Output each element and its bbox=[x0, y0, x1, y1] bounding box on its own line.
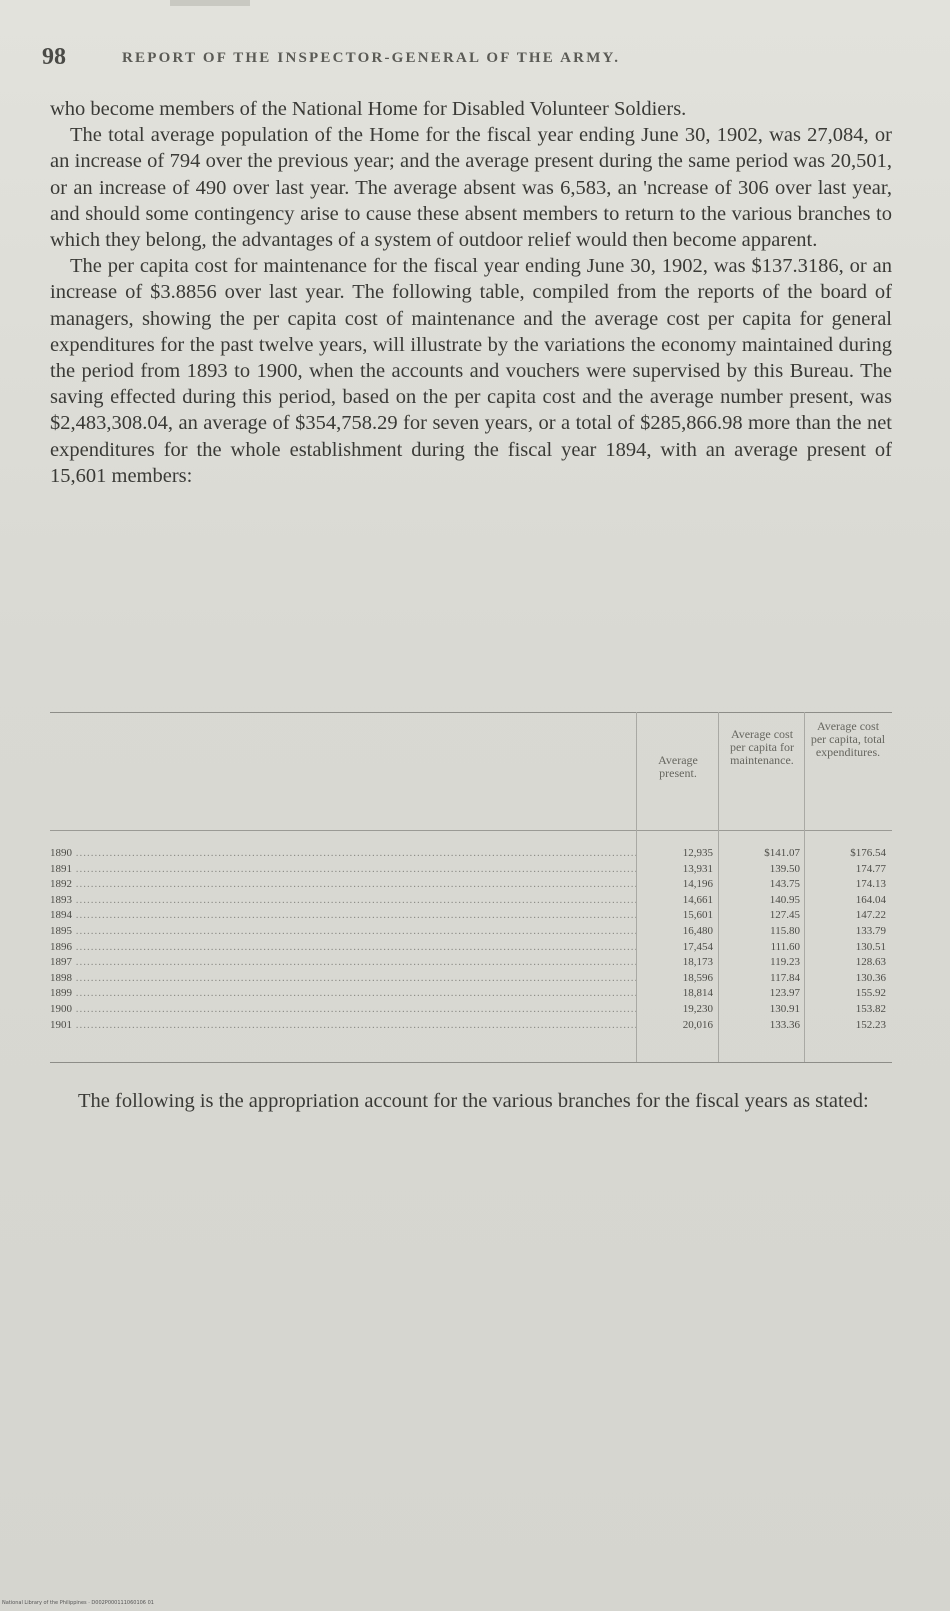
paragraph-3: The per capita cost for maintenance for the fiscal year ending June 30, 1902, was $137.3186, or an increase of $3.8856 over last year. The following table, compiled from the reports of the board of managers, showing the per capita cost of maintenance and the average cost per capita for general expenditures for the past twelve years, will illustrate by the variations the economy maintained during the period from 1893 to 1900, when the accounts and vouchers were supervised by this Bureau. The saving effected during this period, based on the per capita cost and the average number present, was $2,483,308.04, an average of $354,758.29 for seven years, or a total of $285,866.98 more than the net expenditures for the whole establishment during the fiscal year 1894, with an average present of 15,601 members: bbox=[50, 255, 892, 487]
table-row bbox=[50, 908, 892, 924]
table-header-rule bbox=[50, 830, 892, 831]
table-body bbox=[50, 846, 892, 1033]
present-cell: 17,454 bbox=[682, 940, 713, 953]
table-row bbox=[50, 1018, 892, 1034]
present-cell: 13,931 bbox=[682, 862, 713, 875]
total-cell: 147.22 bbox=[855, 909, 886, 922]
closing-paragraph bbox=[50, 1088, 892, 1114]
present-cell: 20,016 bbox=[682, 1018, 713, 1031]
statistics-table bbox=[50, 712, 892, 1062]
header-average-present: Average present. bbox=[658, 753, 698, 780]
total-cell: 133.79 bbox=[855, 924, 886, 937]
table-row bbox=[50, 940, 892, 956]
total-cell: 174.13 bbox=[855, 878, 886, 891]
total-cell: 130.51 bbox=[855, 940, 886, 953]
maintenance-cell: 139.50 bbox=[769, 862, 800, 875]
present-cell: 14,196 bbox=[682, 878, 713, 891]
table-row bbox=[50, 986, 892, 1002]
scan-artifact bbox=[170, 0, 250, 6]
present-cell: 12,935 bbox=[682, 847, 713, 859]
total-cell: 164.04 bbox=[855, 893, 886, 906]
maintenance-cell: 127.45 bbox=[769, 909, 800, 922]
table-row bbox=[50, 924, 892, 940]
total-cell: 153.82 bbox=[855, 1002, 886, 1015]
present-cell: 18,173 bbox=[682, 956, 713, 969]
header-maintenance-cost: Average cost per capita for maintenance. bbox=[730, 727, 794, 767]
maintenance-cell: 133.36 bbox=[769, 1018, 800, 1031]
table-row bbox=[50, 955, 892, 971]
year-cell: 1891 ..... bbox=[50, 862, 636, 878]
year-cell: 1892 ..... bbox=[50, 877, 636, 893]
maintenance-cell: 143.75 bbox=[769, 878, 800, 891]
header-total-cost: Average cost per capita, total expenditures. bbox=[810, 719, 886, 759]
year-cell: 1901 ..... bbox=[50, 1018, 636, 1034]
total-cell: 174.77 bbox=[855, 862, 886, 875]
maintenance-cell: 140.95 bbox=[769, 893, 800, 906]
present-cell: 14,661 bbox=[682, 893, 713, 906]
present-cell: 16,480 bbox=[682, 924, 713, 937]
body-text bbox=[50, 96, 892, 489]
year-cell: 1893 ..... bbox=[50, 893, 636, 909]
year-cell: 1900 ..... bbox=[50, 1002, 636, 1018]
maintenance-cell: 115.80 bbox=[770, 924, 800, 937]
total-cell: $176.54 bbox=[850, 847, 886, 859]
running-head: REPORT OF THE INSPECTOR-GENERAL OF THE ARMY. bbox=[122, 50, 621, 66]
paragraph-2: The total average population of the Home for the fiscal year ending June 30, 1902, was 27,084, or an increase of 794 over the previous year; and the average present during the same period was 20,501, or an increase of 490 over last year. The average absent was 6,583, an 'ncrease of 306 over last year, and should some contingency arise to cause these absent members to return to the various branches to which they belong, the advantages of a system of outdoor relief would then become apparent. bbox=[50, 124, 892, 252]
table-row bbox=[50, 1002, 892, 1018]
maintenance-cell: $141.07 bbox=[764, 847, 800, 859]
scan-footer: National Library of the Philippines · D002P000111060106 01 bbox=[2, 1600, 154, 1606]
maintenance-cell: 111.60 bbox=[770, 940, 800, 953]
paragraph-1: who become members of the National Home for Disabled Volunteer Soldiers. bbox=[50, 98, 687, 120]
table-row bbox=[50, 846, 892, 862]
maintenance-cell: 130.91 bbox=[769, 1002, 800, 1015]
page-number: 98 bbox=[42, 44, 66, 70]
year-cell: 1897 ..... bbox=[50, 955, 636, 971]
table-row bbox=[50, 893, 892, 909]
table-row bbox=[50, 971, 892, 987]
maintenance-cell: 119.23 bbox=[770, 956, 800, 969]
total-cell: 155.92 bbox=[855, 987, 886, 1000]
year-cell: 1895 ..... bbox=[50, 924, 636, 940]
year-cell: 1894 ..... bbox=[50, 908, 636, 924]
page-header bbox=[42, 44, 902, 70]
table-row bbox=[50, 877, 892, 893]
maintenance-cell: 123.97 bbox=[769, 987, 800, 1000]
total-cell: 130.36 bbox=[855, 971, 886, 984]
table-row bbox=[50, 862, 892, 878]
table-bottom-rule bbox=[50, 1062, 892, 1063]
total-cell: 128.63 bbox=[855, 956, 886, 969]
maintenance-cell: 117.84 bbox=[770, 971, 800, 984]
closing-text: The following is the appropriation account for the various branches for the fiscal years as stated: bbox=[78, 1090, 869, 1112]
year-cell: 1898 ..... bbox=[50, 971, 636, 987]
present-cell: 18,814 bbox=[682, 987, 713, 1000]
table-top-rule bbox=[50, 712, 892, 713]
present-cell: 18,596 bbox=[682, 971, 713, 984]
year-cell: 1896 ..... bbox=[50, 940, 636, 956]
total-cell: 152.23 bbox=[855, 1018, 886, 1031]
year-cell: 1890 ..... bbox=[50, 846, 636, 862]
present-cell: 19,230 bbox=[682, 1002, 713, 1015]
year-cell: 1899 ..... bbox=[50, 986, 636, 1002]
present-cell: 15,601 bbox=[682, 909, 713, 922]
